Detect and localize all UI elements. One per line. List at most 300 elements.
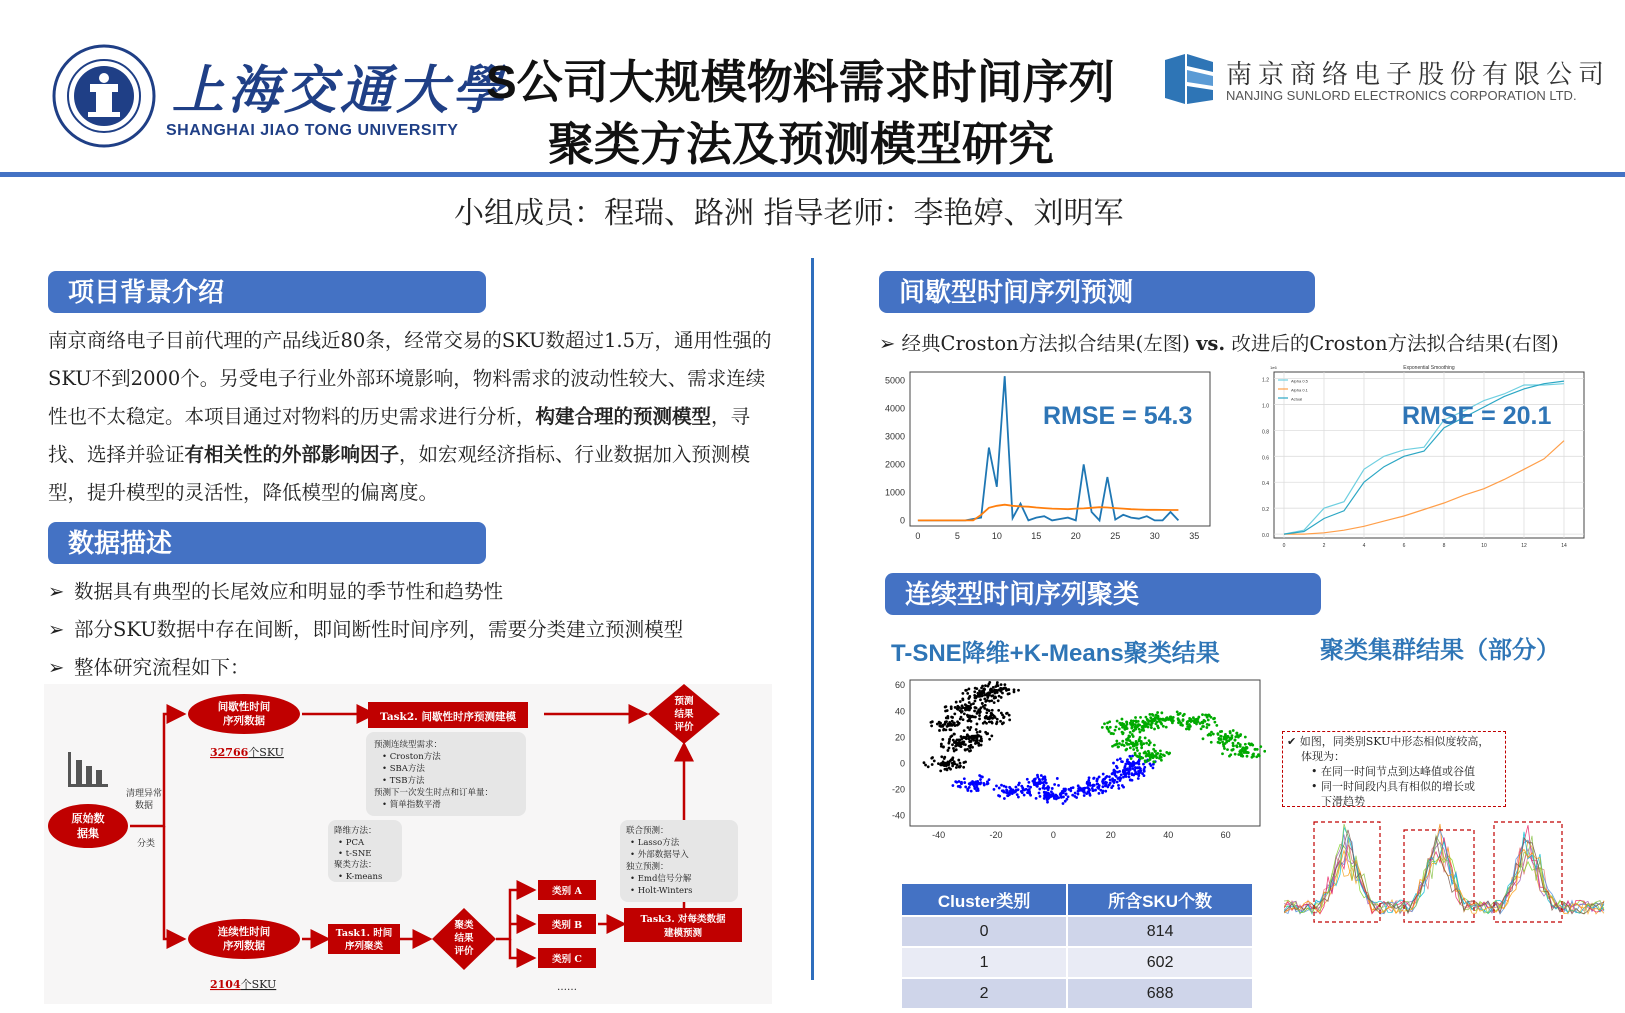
scatter-point xyxy=(956,705,959,708)
scatter-point xyxy=(1035,797,1038,800)
scatter-point xyxy=(1017,788,1020,791)
scatter-point xyxy=(1246,755,1249,758)
scatter-point xyxy=(1137,720,1140,723)
task2-note-5: 预测下一次发生时点和订单量： xyxy=(374,788,494,798)
scatter-point xyxy=(1130,763,1133,766)
scatter-point xyxy=(1135,740,1138,743)
scatter-point xyxy=(996,718,999,721)
scatter-point xyxy=(1038,788,1041,791)
scatter-point xyxy=(983,694,986,697)
y-tick-label: 0 xyxy=(899,515,905,526)
scatter-point xyxy=(1157,718,1160,721)
joint-note-1: 联合预测： xyxy=(626,826,669,836)
scatter-point xyxy=(997,699,1000,702)
joint-note-2: • Lasso方法 xyxy=(630,838,680,848)
scatter-point xyxy=(961,697,964,700)
eval-top-text-1: 预测 xyxy=(674,696,694,707)
scatter-point xyxy=(1043,792,1046,795)
scatter-point xyxy=(954,762,957,765)
scatter-point xyxy=(970,790,973,793)
scatter-point xyxy=(1014,790,1017,793)
scatter-point xyxy=(1046,801,1049,804)
scatter-point xyxy=(1132,730,1135,733)
arrow-bullet-icon: ➢ xyxy=(48,618,65,641)
intermittent-count: 32766个SKU xyxy=(210,746,284,759)
scatter-point xyxy=(1104,790,1107,793)
category-ellipsis: …… xyxy=(557,982,577,993)
cluster-table xyxy=(900,882,1254,1010)
scatter-point xyxy=(1053,783,1056,786)
scatter-point xyxy=(982,722,985,725)
scatter-point xyxy=(948,747,951,750)
scatter-point xyxy=(1154,718,1157,721)
scatter-point xyxy=(1152,755,1155,758)
scatter-point xyxy=(976,739,979,742)
scatter-point xyxy=(1000,712,1003,715)
scatter-point xyxy=(1124,765,1127,768)
rmse-improved: RMSE = 20.1 xyxy=(1402,402,1552,430)
scatter-point xyxy=(1244,736,1247,739)
scatter-point xyxy=(965,736,968,739)
scatter-point xyxy=(1153,728,1156,731)
check-icon: ✔ xyxy=(1287,735,1300,748)
section-header-intermittent: 间歇型时间序列预测 xyxy=(879,271,1315,313)
scatter-point xyxy=(962,761,965,764)
scatter-point xyxy=(1214,721,1217,724)
scatter-point xyxy=(1114,774,1117,777)
scatter-point xyxy=(957,759,960,762)
scatter-point xyxy=(1099,789,1102,792)
bg-text-part3: ，如宏观经济指标、行业数据加入预测模型，提升模型的灵活性，降低模型的偏离度。 xyxy=(48,443,751,504)
scatter-point xyxy=(1056,777,1059,780)
scatter-point xyxy=(1104,782,1107,785)
scatter-point xyxy=(1094,789,1097,792)
y-tick-label: 4000 xyxy=(884,403,905,414)
scatter-point xyxy=(974,716,977,719)
cluster-note-box xyxy=(1282,731,1506,807)
scatter-point xyxy=(1129,778,1132,781)
rmse-classic: RMSE = 54.3 xyxy=(1043,402,1193,430)
scatter-point xyxy=(1221,741,1224,744)
continuous-text-1: 连续性时间 xyxy=(217,926,271,938)
scatter-point xyxy=(999,720,1002,723)
scatter-point xyxy=(1138,766,1141,769)
joint-note-6: • Holt-Winters xyxy=(630,886,693,896)
scatter-point xyxy=(1236,745,1239,748)
scatter-point xyxy=(1129,731,1132,734)
scatter-point xyxy=(1077,790,1080,793)
x-tick-label: 8 xyxy=(1442,543,1446,549)
scatter-point xyxy=(1248,742,1251,745)
scatter-point xyxy=(1117,745,1120,748)
caption-part-a: 经典Croston方法拟合结果(左图) xyxy=(901,332,1197,355)
scatter-point xyxy=(980,737,983,740)
scatter-point xyxy=(1212,733,1215,736)
scatter-point xyxy=(1121,732,1124,735)
scatter-point xyxy=(1050,795,1053,798)
scatter-point xyxy=(1036,785,1039,788)
scatter-point xyxy=(1176,711,1179,714)
scatter-point xyxy=(940,762,943,765)
scatter-point xyxy=(1016,793,1019,796)
x-tick-label: 0 xyxy=(1050,830,1056,840)
scatter-point xyxy=(1239,734,1242,737)
scatter-point xyxy=(972,736,975,739)
scatter-point xyxy=(1142,763,1145,766)
scatter-point xyxy=(1143,768,1146,771)
scatter-point xyxy=(1143,774,1146,777)
y-tick-label: -20 xyxy=(891,784,905,795)
scatter-point xyxy=(973,710,976,713)
x-tick-label: -20 xyxy=(989,830,1003,840)
scatter-point xyxy=(1145,755,1148,758)
scatter-point xyxy=(969,749,972,752)
x-tick-label: 5 xyxy=(954,531,960,541)
scatter-point xyxy=(1130,772,1133,775)
scatter-point xyxy=(955,766,958,769)
scatter-point xyxy=(946,768,949,771)
scatter-point xyxy=(1135,746,1138,749)
scatter-point xyxy=(1062,802,1065,805)
scatter-point xyxy=(1039,795,1042,798)
scatter-point xyxy=(1222,745,1225,748)
cluster-eval-text-1: 聚类 xyxy=(454,920,474,931)
scatter-point xyxy=(1148,720,1151,723)
scatter-point xyxy=(975,728,978,731)
eval-top-text-3: 评价 xyxy=(674,722,694,733)
scatter-point xyxy=(1088,776,1091,779)
scatter-point xyxy=(990,712,993,715)
scatter-point xyxy=(946,715,949,718)
scatter-point xyxy=(959,762,962,765)
x-tick-label: 35 xyxy=(1189,531,1200,541)
y-tick-label: 60 xyxy=(894,680,905,691)
scatter-point xyxy=(1008,692,1011,695)
scatter-point xyxy=(976,712,979,715)
x-tick-label: -40 xyxy=(932,830,946,840)
y-tick-label: 2000 xyxy=(884,459,905,470)
x-tick-label: 25 xyxy=(1110,531,1121,541)
scatter-point xyxy=(939,722,942,725)
scatter-point xyxy=(968,701,971,704)
scatter-point xyxy=(991,722,994,725)
reduce-note-3: • t-SNE xyxy=(338,849,372,859)
scatter-point xyxy=(963,712,966,715)
scatter-point xyxy=(1234,735,1237,738)
scatter-point xyxy=(1020,790,1023,793)
scatter-point xyxy=(1001,722,1004,725)
scatter-point xyxy=(1171,721,1174,724)
x-tick-label: 20 xyxy=(1070,531,1081,541)
scatter-point xyxy=(1116,759,1119,762)
scatter-point xyxy=(1121,740,1124,743)
scatter-point xyxy=(1133,743,1136,746)
scatter-point xyxy=(1017,689,1020,692)
members-line: 小组成员：程瑞、路洲 指导老师：李艳婷、刘明军 xyxy=(454,196,1124,231)
scatter-point xyxy=(979,778,982,781)
scatter-point xyxy=(923,761,926,764)
scatter-point xyxy=(993,715,996,718)
croston-classic-chart xyxy=(876,366,1222,558)
scatter-point xyxy=(1115,725,1118,728)
scatter-point xyxy=(1002,789,1005,792)
scatter-point xyxy=(1207,713,1210,716)
scatter-point xyxy=(1215,724,1218,727)
scatter-point xyxy=(1040,774,1043,777)
scatter-point xyxy=(949,728,952,731)
chart-title: Exponential Smoothing xyxy=(1403,365,1455,371)
scatter-point xyxy=(1188,719,1191,722)
task3-text-2: 建模预测 xyxy=(663,928,703,939)
scatter-point xyxy=(930,757,933,760)
scatter-point xyxy=(986,699,989,702)
scatter-point xyxy=(993,701,996,704)
scatter-point xyxy=(990,734,993,737)
x-tick-label: 0 xyxy=(915,531,921,541)
scatter-point xyxy=(1115,765,1118,768)
scatter-point xyxy=(1125,748,1128,751)
scatter-point xyxy=(1217,733,1220,736)
scatter-point xyxy=(981,702,984,705)
scatter-point xyxy=(1098,792,1101,795)
scatter-point xyxy=(1197,717,1200,720)
scatter-point xyxy=(1027,789,1030,792)
scatter-point xyxy=(1029,786,1032,789)
header-rule xyxy=(0,172,1625,177)
scatter-point xyxy=(961,741,964,744)
legend-label: Alpha 0.5 xyxy=(1291,378,1308,384)
raw-node-text-1: 原始数 xyxy=(71,812,105,825)
scatter-point xyxy=(1021,786,1024,789)
scatter-point xyxy=(983,691,986,694)
y-tick-label: 1.0 xyxy=(1262,403,1269,410)
scatter-point xyxy=(1138,752,1141,755)
scatter-point xyxy=(933,759,936,762)
arrow-bullet-icon: ➢ xyxy=(48,580,65,603)
data-bullet-1 xyxy=(48,576,503,604)
scatter-point xyxy=(1119,776,1122,779)
scatter-point xyxy=(952,747,955,750)
scatter-point xyxy=(1081,789,1084,792)
scatter-point xyxy=(998,787,1001,790)
scatter-point xyxy=(1006,712,1009,715)
scatter-point xyxy=(1065,792,1068,795)
scatter-point xyxy=(1199,722,1202,725)
scatter-point xyxy=(1234,753,1237,756)
scatter-point xyxy=(1069,789,1072,792)
scatter-point xyxy=(1138,724,1141,727)
scatter-point xyxy=(1123,744,1126,747)
scatter-point xyxy=(968,714,971,717)
intermittent-text-1: 间歇性时间 xyxy=(217,701,271,713)
x-tick-label: 15 xyxy=(1031,531,1042,541)
continuous-text-2: 序列数据 xyxy=(223,940,265,952)
section-header-background: 项目背景介绍 xyxy=(48,271,486,313)
scatter-point xyxy=(1153,744,1156,747)
y-tick-label: 3000 xyxy=(884,431,905,442)
scatter-point xyxy=(1148,743,1151,746)
continuous-node xyxy=(188,919,300,959)
axis-scale-label: 1e6 xyxy=(1270,365,1277,370)
scatter-point xyxy=(1033,782,1036,785)
x-tick-label: 10 xyxy=(1481,543,1487,549)
scatter-point xyxy=(1179,712,1182,715)
scatter-point xyxy=(1219,730,1222,733)
scatter-point xyxy=(1242,750,1245,753)
scatter-point xyxy=(1095,780,1098,783)
x-tick-label: 60 xyxy=(1220,830,1231,840)
cluster-series-graphic xyxy=(1284,818,1614,926)
scatter-point xyxy=(1210,741,1213,744)
caption-part-b: 改进后的Croston方法拟合结果(右图) xyxy=(1225,332,1559,355)
scatter-point xyxy=(1156,725,1159,728)
croston-caption xyxy=(879,328,1559,356)
scatter-point xyxy=(1252,752,1255,755)
scatter-point xyxy=(1027,785,1030,788)
scatter-point xyxy=(980,744,983,747)
scatter-point xyxy=(1151,713,1154,716)
scatter-point xyxy=(990,695,993,698)
scatter-point xyxy=(1128,775,1131,778)
note-text: 如图，同类别SKU中形态相似度较高， xyxy=(1299,735,1490,748)
scatter-point xyxy=(927,765,930,768)
tsne-subtitle: T-SNE降维+K-Means聚类结果 xyxy=(891,640,1220,667)
scatter-point xyxy=(1229,753,1232,756)
cluster-eval-text-2: 结果 xyxy=(454,933,474,944)
scatter-point xyxy=(1150,764,1153,767)
table-header-cluster: Cluster类别 xyxy=(901,883,1067,916)
scatter-point xyxy=(1128,734,1131,737)
x-tick-label: 40 xyxy=(1163,830,1174,840)
y-tick-label: 20 xyxy=(894,732,905,743)
scatter-point xyxy=(1224,742,1227,745)
scatter-point xyxy=(1047,797,1050,800)
data-bullet-3 xyxy=(48,652,250,680)
scatter-point xyxy=(965,707,968,710)
scatter-point xyxy=(942,745,945,748)
scatter-point xyxy=(978,695,981,698)
scatter-point xyxy=(1026,778,1029,781)
scatter-point xyxy=(1138,739,1141,742)
scatter-point xyxy=(1122,723,1125,726)
scatter-point xyxy=(1065,798,1068,801)
scatter-point xyxy=(1007,688,1010,691)
scatter-point xyxy=(1145,742,1148,745)
scatter-point xyxy=(1147,754,1150,757)
data-bullet-text: 数据具有典型的长尾效应和明显的季节性和趋势性 xyxy=(74,580,504,603)
scatter-point xyxy=(1232,729,1235,732)
x-tick-label: 6 xyxy=(1402,543,1406,549)
scatter-point xyxy=(1109,726,1112,729)
y-tick-label: 0 xyxy=(899,758,905,769)
scatter-point xyxy=(1124,775,1127,778)
joint-note-3: • 外部数据导入 xyxy=(630,850,689,860)
scatter-point xyxy=(1036,776,1039,779)
task2-text: Task2. 间歇性时序预测建模 xyxy=(380,711,516,723)
joint-note-5: • Emd信号分解 xyxy=(630,874,692,884)
scatter-point xyxy=(970,744,973,747)
scatter-point xyxy=(1027,781,1030,784)
section-header-data: 数据描述 xyxy=(48,522,486,564)
scatter-point xyxy=(955,748,958,751)
scatter-point xyxy=(995,785,998,788)
scatter-point xyxy=(1002,716,1005,719)
scatter-point xyxy=(1226,736,1229,739)
scatter-point xyxy=(1256,748,1259,751)
scatter-point xyxy=(963,729,966,732)
clean-text-1: 清理异常 xyxy=(125,789,163,799)
scatter-point xyxy=(941,738,944,741)
scatter-point xyxy=(1141,757,1144,760)
scatter-point xyxy=(1126,767,1129,770)
continuous-count: 2104个SKU xyxy=(210,978,277,991)
scatter-point xyxy=(1127,737,1130,740)
scatter-point xyxy=(983,784,986,787)
scatter-point xyxy=(998,695,1001,698)
scatter-point xyxy=(1013,690,1016,693)
x-tick-label: 14 xyxy=(1561,543,1567,549)
bg-text-bold2: 有相关性的外部影响因子 xyxy=(184,443,400,466)
scatter-point xyxy=(991,709,994,712)
scatter-point xyxy=(1092,777,1095,780)
task3-text-1: Task3. 对每类数据 xyxy=(640,914,726,925)
note-text: 同一时间段内具有相似的增长或 xyxy=(1321,780,1475,793)
scatter-point xyxy=(1137,777,1140,780)
table-cell: 2 xyxy=(901,978,1067,1009)
scatter-point xyxy=(1144,736,1147,739)
scatter-point xyxy=(1117,787,1120,790)
scatter-point xyxy=(1242,746,1245,749)
scatter-point xyxy=(1074,792,1077,795)
task2-note-6: • 简单指数平滑 xyxy=(382,800,441,810)
scatter-point xyxy=(963,777,966,780)
scatter-point xyxy=(951,743,954,746)
cluster-note-item2b: 下滑趋势 xyxy=(1321,795,1365,808)
scatter-point xyxy=(1134,716,1137,719)
scatter-point xyxy=(1086,786,1089,789)
scatter-point xyxy=(1098,776,1101,779)
scatter-point xyxy=(959,700,962,703)
bg-text-bold1: 构建合理的预测模型 xyxy=(535,405,712,428)
scatter-point xyxy=(953,733,956,736)
table-header-count: 所含SKU个数 xyxy=(1067,883,1253,916)
scatter-point xyxy=(1154,722,1157,725)
scatter-point xyxy=(1086,782,1089,785)
scatter-point xyxy=(1239,743,1242,746)
y-tick-label: -40 xyxy=(891,810,905,821)
scatter-point xyxy=(1015,786,1018,789)
scatter-point xyxy=(1101,785,1104,788)
scatter-point xyxy=(981,685,984,688)
scatter-point xyxy=(1018,782,1021,785)
scatter-point xyxy=(1152,748,1155,751)
note-text: 在同一时间节点到达峰值或谷值 xyxy=(1321,765,1475,778)
scatter-point xyxy=(1077,784,1080,787)
task2-note-1: 预测连续型需求： xyxy=(374,740,443,750)
scatter-point xyxy=(1091,787,1094,790)
scatter-point xyxy=(954,741,957,744)
scatter-point xyxy=(1108,720,1111,723)
scatter-point xyxy=(1130,742,1133,745)
scatter-point xyxy=(1139,769,1142,772)
x-tick-label: 20 xyxy=(1105,830,1116,840)
scatter-point xyxy=(994,696,997,699)
scatter-point xyxy=(1212,717,1215,720)
scatter-point xyxy=(1096,783,1099,786)
scatter-point xyxy=(995,689,998,692)
scatter-point xyxy=(970,720,973,723)
scatter-point xyxy=(1017,796,1020,799)
